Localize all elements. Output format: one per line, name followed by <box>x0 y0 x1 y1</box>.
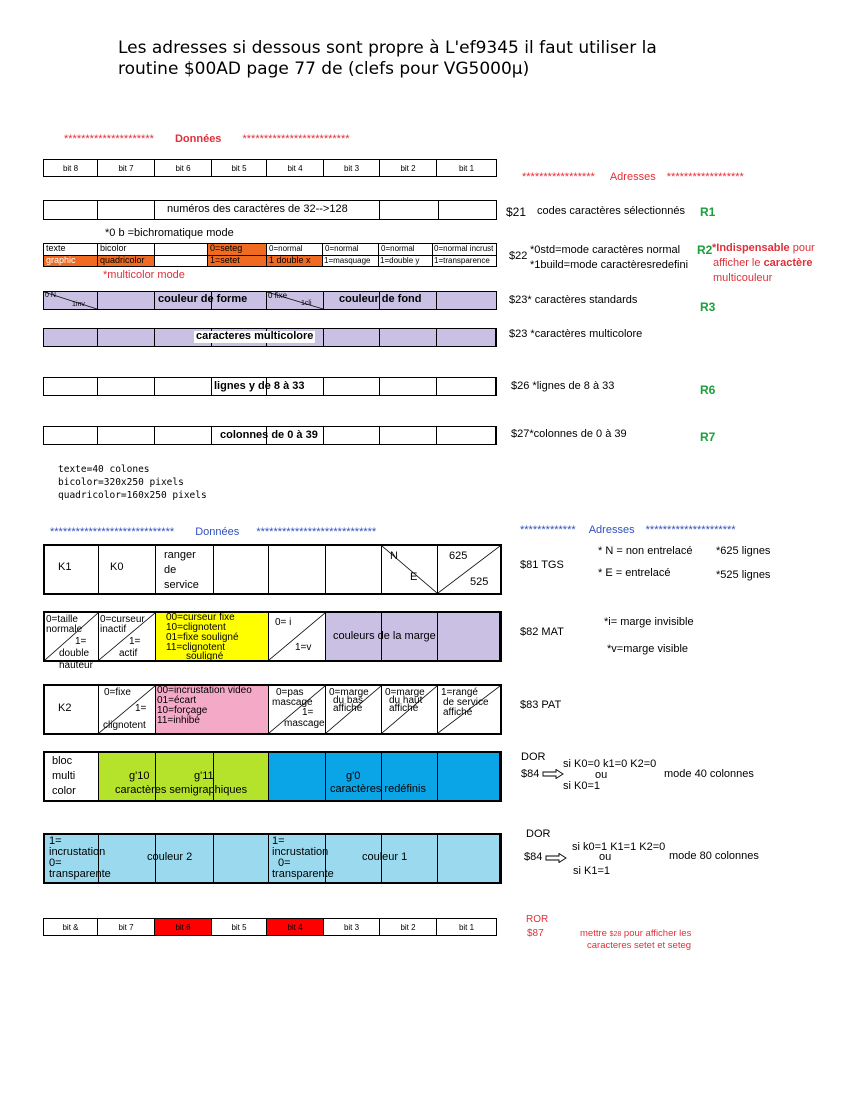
pat-fixe: 0=fixe <box>104 687 131 698</box>
pat-fixe-cell <box>99 686 156 733</box>
register-ror <box>43 918 497 936</box>
mat-addr: $82 MAT <box>520 626 564 638</box>
dor40-ou: ou <box>595 769 608 781</box>
ror-bit-8: bit & <box>44 919 98 935</box>
pat-haut-b: du haut <box>389 695 423 706</box>
r7-cell <box>437 427 496 444</box>
ror-label: ROR <box>526 914 549 925</box>
bit-3-label: bit 3 <box>324 160 380 176</box>
ror-bit-4: bit 4 <box>267 919 324 935</box>
r3-tag: R3 <box>700 300 716 314</box>
r2-bot-cell: quadricolor <box>98 256 155 266</box>
dor40-cond-1: si K0=0 k1=0 K2=0 <box>563 758 657 770</box>
dor80-incrust-1: 1= incrustation 0= transparente <box>272 835 334 880</box>
s2-header-word: Données <box>195 526 240 538</box>
pat-haut-cell <box>382 686 438 733</box>
r7-tag: R7 <box>700 430 716 444</box>
r3-fixe-cell <box>267 292 324 309</box>
bit-2-label: bit 2 <box>380 160 437 176</box>
pat-incrust-c: 10=forçage <box>157 705 208 716</box>
ror-note-1: mettre $28 pour afficher les <box>580 928 692 939</box>
mat-mode-a: 00=curseur fixe <box>166 612 235 623</box>
r1-cell <box>439 201 498 219</box>
pat-bas-b: du bas <box>333 695 364 706</box>
bit-header-row <box>43 159 497 177</box>
tgs-k1: K1 <box>58 561 72 573</box>
r3-cell <box>324 292 422 309</box>
dor40-g0: g'0 <box>346 770 361 782</box>
r6-cell <box>155 378 212 395</box>
register-mat <box>43 611 502 671</box>
tgs-e: E <box>410 571 418 583</box>
r2-top-cell: 0=normal <box>267 244 323 255</box>
r3b-cell <box>44 329 98 346</box>
title-line-2: routine $00AD page 77 de (clefs pour VG5000µ) <box>118 59 530 79</box>
r3-inv-label: 1inv <box>72 301 85 308</box>
pat-incrust-a: 00=incrustation video <box>157 685 252 696</box>
r3b-cell <box>380 329 437 346</box>
section2-addr-header <box>520 524 736 536</box>
mat-cursor-mode-cell <box>156 613 269 660</box>
dor40-color: color <box>52 785 76 797</box>
addr-header-word: Adresses <box>609 171 656 183</box>
pat-mascage-a: 0=pas <box>276 687 304 698</box>
r7-addr: $27*colonnes de 0 à 39 <box>511 428 627 440</box>
r3-n-label: 0 N <box>45 292 56 299</box>
header-stars-left: ********************* <box>64 133 154 145</box>
r2-bot-cell: 1 double x <box>267 256 323 266</box>
pat-bas-cell <box>326 686 382 733</box>
tgs-ranger: ranger <box>164 549 196 561</box>
ror-bit-7: bit 7 <box>98 919 155 935</box>
dor80-mode: mode 80 colonnes <box>669 850 759 862</box>
ror-bit-3: bit 3 <box>324 919 380 935</box>
r3-cell <box>437 292 496 309</box>
ror-bit-1: bit 1 <box>458 922 475 932</box>
mat-mode-e: souligné <box>186 651 224 662</box>
register-r6 <box>43 377 497 396</box>
s2-addr-stars-left: ************* <box>520 524 576 536</box>
mode-bicolor: bicolor=320x250 pixels <box>58 477 184 488</box>
register-pat <box>43 684 502 735</box>
dor80-coul2-cell <box>214 835 269 882</box>
display-modes <box>58 463 207 502</box>
tgs-n: N <box>390 550 398 562</box>
section2-header <box>50 526 376 538</box>
pat-service-c: affiché <box>443 707 473 718</box>
dor80-dor: DOR <box>526 828 551 840</box>
r2-bot-cell: 1=double y <box>379 256 433 266</box>
dor80-cond-2: si K1=1 <box>573 865 610 877</box>
r3b-text: caracteres multicolore <box>196 330 314 342</box>
title-line-1: Les adresses si dessous sont propre à L'ef9345 il faut utiliser la <box>118 38 657 58</box>
dor40-cond-2: si K0=1 <box>563 780 600 792</box>
pat-bas-c: affiché <box>333 703 363 714</box>
r2-top-cell: 0=normal <box>323 244 379 255</box>
s2-addr-word: Adresses <box>588 524 635 536</box>
r6-cell <box>437 378 496 395</box>
mat-taille-c: 1= <box>75 636 87 647</box>
pat-haut-a: 0=marge <box>385 687 425 698</box>
r2-bot-cell <box>155 256 208 266</box>
r1-cell <box>380 201 439 219</box>
pat-incrust-b: 01=écart <box>157 695 197 706</box>
r1-cell <box>44 201 98 219</box>
pat-one: 1= <box>135 703 147 714</box>
tgs-k1-cell <box>45 546 99 593</box>
register-tgs <box>43 544 502 595</box>
r6-cell <box>44 378 98 395</box>
r7-cell <box>155 427 212 444</box>
tgs-ranger-cell <box>156 546 214 593</box>
mat-taille-e: hauteur <box>59 660 93 671</box>
r2-bot-cell: 1=masquage <box>323 256 379 266</box>
r3-addr: $23* caractères standards <box>509 294 638 306</box>
tgs-625-note: *625 lignes <box>716 545 771 557</box>
section1-header <box>64 133 350 145</box>
register-dor-40 <box>43 751 502 802</box>
r2-side-3: multicouleur <box>713 272 773 284</box>
pat-mascage-b: mascage <box>272 697 313 708</box>
bit-7-label: bit 7 <box>98 160 155 176</box>
dor80-cond-1: si k0=1 K1=1 K2=0 <box>572 841 666 853</box>
header-stars-right: ************************* <box>242 133 350 145</box>
tgs-addr: $81 TGS <box>520 559 564 571</box>
r3b-cell <box>98 329 155 346</box>
mat-note-2: *v=marge visible <box>607 643 689 655</box>
arrow-right-icon <box>542 769 564 779</box>
bit-5-label: bit 5 <box>212 160 267 176</box>
ror-bit-6: bit 6 <box>155 919 212 935</box>
r6-cell <box>380 378 437 395</box>
ror-bit-5: bit 5 <box>212 919 267 935</box>
r2-above-note: *0 b =bichromatique mode <box>105 227 234 239</box>
pat-mascage-c: 1= <box>302 707 314 718</box>
mat-taille-cell <box>45 613 99 671</box>
tgs-cell <box>326 546 382 593</box>
dor40-mode: mode 40 colonnes <box>664 768 754 780</box>
r7-cell <box>380 427 437 444</box>
tgs-k0-cell <box>99 546 156 593</box>
r2-tag: R2 <box>697 243 713 257</box>
mat-i-label: 0= i <box>275 617 292 628</box>
r2-bot-cell: graphic <box>44 256 98 266</box>
pat-haut-c: affiché <box>389 703 419 714</box>
ror-note-2: caracteres setet et seteg <box>587 940 692 951</box>
pat-mascage-d: mascage <box>284 718 325 729</box>
s2-addr-stars-right: ********************* <box>645 524 736 536</box>
bit-4-label: bit 4 <box>267 160 324 176</box>
r3b-cell <box>437 329 496 346</box>
pat-incrust-cell <box>156 686 269 733</box>
r2-top-row <box>43 243 497 255</box>
r2-top-cell <box>155 244 208 255</box>
bit-6-label: bit 6 <box>155 160 212 176</box>
mat-taille-d: double <box>59 648 90 659</box>
dor40-g11: g'11 <box>194 770 214 782</box>
tgs-cell <box>269 546 326 593</box>
header-donnees: Données <box>174 133 222 145</box>
mat-iv-cell <box>269 613 326 660</box>
r3-fixe-label: 0 fixe <box>268 291 288 300</box>
r1-cell <box>98 201 155 219</box>
tgs-n-note: * N = non entrelacé <box>598 545 693 557</box>
dor40-semi: caractères semigraphiques <box>115 784 248 796</box>
r6-addr: $26 *lignes de 8 à 33 <box>511 380 615 392</box>
bit-8-label: bit 8 <box>44 160 98 176</box>
r2-bot-cell: 1=setet <box>208 256 267 266</box>
r3b-cell <box>324 329 380 346</box>
r2-top-cell: texte <box>44 244 98 255</box>
r2-addr: $22 <box>509 250 528 262</box>
r2-side-1: *Indispensable pour <box>712 242 815 254</box>
mode-texte: texte=40 colones <box>58 464 150 475</box>
dor40-bloc-cell <box>45 753 99 800</box>
register-dor-80 <box>43 833 502 884</box>
r1-addr: $21 <box>506 205 527 219</box>
section1-addr-header <box>522 171 744 183</box>
dor40-g10: g'10 <box>129 770 150 782</box>
dor80-coul2: couleur 2 <box>147 851 193 863</box>
r2-bottom-row <box>43 255 497 267</box>
r7-cell <box>44 427 98 444</box>
r2-top-cell: 0=seteg <box>208 244 267 255</box>
r1-tag: R1 <box>700 205 716 219</box>
mat-curseur-d: actif <box>119 648 138 659</box>
mat-marge-label: couleurs de la marge <box>333 630 436 642</box>
dor40-multi: multi <box>52 770 76 782</box>
r7-text: colonnes de 0 à 39 <box>220 429 318 441</box>
mat-curseur-b: inactif <box>100 624 127 635</box>
s2-stars-left: ***************************** <box>50 526 175 538</box>
addr-stars-right: ****************** <box>666 171 744 183</box>
mat-note-1: *i= marge invisible <box>604 616 694 628</box>
pat-mascage-cell <box>269 686 326 733</box>
r2-bot-cell: 1=transparence <box>434 256 490 265</box>
register-r2 <box>43 243 497 267</box>
pat-bas-a: 0=marge <box>329 687 369 698</box>
tgs-cell <box>214 546 269 593</box>
r2-below-note: *multicolor mode <box>103 269 185 281</box>
r1-text: numéros des caractères de 32-->128 <box>167 203 348 215</box>
mat-taille-a: 0=taille <box>46 614 78 625</box>
tgs-de: de <box>164 564 177 576</box>
r3-cell <box>212 292 267 309</box>
tgs-525-note: *525 lignes <box>716 569 771 581</box>
mat-curseur-c: 1= <box>129 636 141 647</box>
r3-fond-label: couleur de fond <box>339 293 422 305</box>
pat-clignotent: clignotent <box>103 720 146 731</box>
r7-cell <box>98 427 155 444</box>
pat-incrust-d: 11=inhibé <box>157 715 200 726</box>
r3-cell <box>155 292 248 309</box>
pat-k2: K2 <box>58 702 72 714</box>
tgs-service: service <box>164 579 199 591</box>
register-r7 <box>43 426 497 445</box>
s2-stars-right: **************************** <box>256 526 377 538</box>
r6-cell <box>98 378 155 395</box>
tgs-k0: K0 <box>110 561 124 573</box>
mat-marge-cell <box>438 613 500 660</box>
r1-cell <box>155 201 380 219</box>
dor80-incrust-2: 1= incrustation 0= transparente <box>49 835 111 880</box>
dor80-coul1-cell <box>438 835 500 882</box>
register-r3-multicolor <box>43 328 497 347</box>
r2-desc-1: *0std=mode caractères normal <box>530 244 681 256</box>
r6-cell <box>324 378 380 395</box>
ror-addr: $87 <box>527 928 544 939</box>
register-r1 <box>43 200 497 220</box>
dor80-addr: $84 <box>524 851 543 863</box>
dor40-addr: $84 <box>521 768 540 780</box>
dor40-redef-cell <box>269 753 326 800</box>
tgs-ne-cell <box>382 546 438 593</box>
tgs-lines-cell <box>438 546 500 593</box>
r6-text: lignes y de 8 à 33 <box>214 380 305 392</box>
mat-taille-b: normale <box>46 624 83 635</box>
ror-bit-2: bit 2 <box>380 919 437 935</box>
tgs-e-note: * E = entrelacé <box>598 567 671 579</box>
r6-tag: R6 <box>700 383 716 397</box>
r2-top-cell: bicolor <box>98 244 155 255</box>
r1-desc: codes caractères sélectionnés <box>537 205 685 217</box>
dor40-bloc: bloc <box>52 755 73 767</box>
addr-stars-left: ***************** <box>522 171 595 183</box>
mat-mode-c: 01=fixe souligné <box>166 632 239 643</box>
r7-cell <box>324 427 380 444</box>
mode-quadricolor: quadricolor=160x250 pixels <box>58 490 207 501</box>
tgs-525: 525 <box>470 576 489 588</box>
arrow-right-icon <box>545 853 567 863</box>
r3-cell <box>98 292 155 309</box>
bit-1-label: bit 1 <box>458 163 475 173</box>
pat-addr: $83 PAT <box>520 699 562 711</box>
mat-curseur-a: 0=curseur <box>100 614 145 625</box>
r3-forme-label: couleur de forme <box>158 293 248 305</box>
r2-desc-2: *1build=mode caractèresredefini <box>530 259 689 271</box>
r2-side-2: afficher le caractère <box>713 257 813 269</box>
r3-cell <box>380 292 437 309</box>
r2-top-cell: 0=normal <box>379 244 433 255</box>
pat-service-b: de service <box>443 697 489 708</box>
tgs-625: 625 <box>449 550 468 562</box>
dor40-redef-cell <box>438 753 500 800</box>
dor40-redef: caractères redéfinis <box>330 783 426 795</box>
r3b-addr: $23 *caractères multicolore <box>509 328 643 340</box>
register-r3 <box>43 291 497 310</box>
pat-service-cell <box>438 686 500 733</box>
page-title <box>118 38 758 80</box>
dor80-ou: ou <box>599 851 612 863</box>
mat-curseur-cell <box>99 613 156 660</box>
r3-cli-label: 1cli <box>301 300 312 307</box>
mat-mode-d: 11=clignotent <box>166 642 226 653</box>
dor80-coul1: couleur 1 <box>362 851 408 863</box>
mat-v-label: 1=v <box>295 642 312 653</box>
mat-mode-b: 10=clignotent <box>166 622 226 633</box>
pat-service-a: 1=rangé <box>441 687 478 698</box>
r3-inv-cell <box>44 292 98 309</box>
dor40-dor: DOR <box>521 751 546 763</box>
pat-k2-cell <box>45 686 99 733</box>
r2-top-cell: 0=normal incrust <box>434 244 494 253</box>
